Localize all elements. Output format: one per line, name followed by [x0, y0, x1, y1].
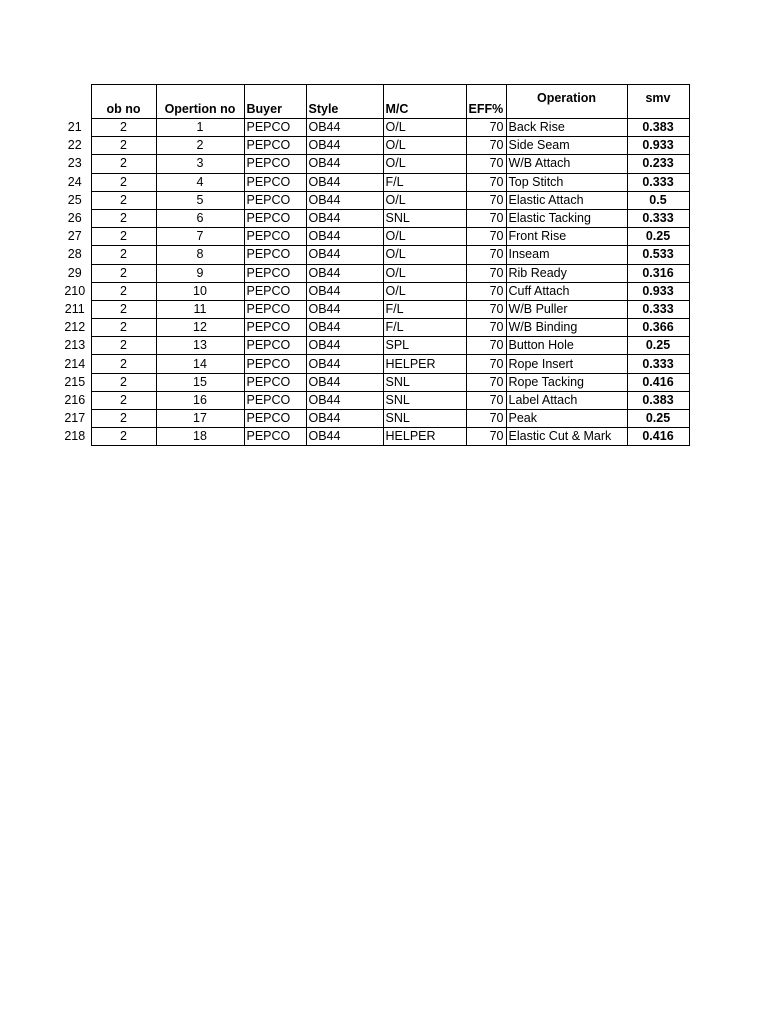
style-cell: OB44 — [306, 228, 383, 246]
operation-cell: Cuff Attach — [506, 282, 627, 300]
smv-cell: 0.416 — [627, 373, 689, 391]
operation-cell: Top Stitch — [506, 173, 627, 191]
eff-cell: 70 — [466, 137, 506, 155]
ob-no-cell: 2 — [91, 191, 156, 209]
smv-cell: 0.333 — [627, 209, 689, 227]
buyer-cell: PEPCO — [244, 319, 306, 337]
mc-cell: HELPER — [383, 428, 466, 446]
ob-no-cell: 2 — [91, 264, 156, 282]
buyer-cell: PEPCO — [244, 155, 306, 173]
table-row — [61, 300, 689, 318]
row-label: 215 — [64, 374, 86, 389]
table-row — [61, 410, 689, 428]
smv-header: smv — [627, 85, 689, 119]
style-cell: OB44 — [306, 209, 383, 227]
mc-cell: SNL — [383, 391, 466, 409]
operations-table — [61, 84, 690, 446]
operation-no-cell: 15 — [156, 373, 244, 391]
mc-cell: O/L — [383, 137, 466, 155]
smv-cell: 0.25 — [627, 337, 689, 355]
operation-no-cell: 16 — [156, 391, 244, 409]
table-row — [61, 428, 689, 446]
ob-no-cell: 2 — [91, 228, 156, 246]
table-row — [61, 264, 689, 282]
table-row — [61, 228, 689, 246]
ob-no-cell: 2 — [91, 137, 156, 155]
operation-no-cell: 8 — [156, 246, 244, 264]
eff-cell: 70 — [466, 191, 506, 209]
operation-no-header: Opertion no — [156, 85, 244, 119]
mc-cell: SNL — [383, 209, 466, 227]
row-label: 210 — [64, 283, 86, 298]
operation-cell: Elastic Tacking — [506, 209, 627, 227]
buyer-cell: PEPCO — [244, 300, 306, 318]
operation-no-cell: 9 — [156, 264, 244, 282]
style-cell: OB44 — [306, 428, 383, 446]
operation-no-cell: 14 — [156, 355, 244, 373]
buyer-cell: PEPCO — [244, 391, 306, 409]
eff-cell: 70 — [466, 428, 506, 446]
style-cell: OB44 — [306, 300, 383, 318]
operation-no-cell: 6 — [156, 209, 244, 227]
mc-cell: O/L — [383, 282, 466, 300]
table-row — [61, 319, 689, 337]
eff-cell: 70 — [466, 410, 506, 428]
smv-cell: 0.233 — [627, 155, 689, 173]
mc-cell: F/L — [383, 319, 466, 337]
row-label: 29 — [67, 265, 82, 280]
style-cell: OB44 — [306, 355, 383, 373]
ob-no-header: ob no — [91, 85, 156, 119]
style-cell: OB44 — [306, 337, 383, 355]
row-label: 214 — [64, 356, 86, 371]
style-cell: OB44 — [306, 282, 383, 300]
operation-cell: Elastic Cut & Mark — [506, 428, 627, 446]
buyer-cell: PEPCO — [244, 119, 306, 137]
table-row — [61, 173, 689, 191]
smv-cell: 0.5 — [627, 191, 689, 209]
style-cell: OB44 — [306, 391, 383, 409]
buyer-cell: PEPCO — [244, 191, 306, 209]
row-label: 216 — [64, 392, 86, 407]
buyer-cell: PEPCO — [244, 355, 306, 373]
table-row — [61, 391, 689, 409]
table-row — [61, 137, 689, 155]
operation-cell: Label Attach — [506, 391, 627, 409]
style-cell: OB44 — [306, 191, 383, 209]
style-cell: OB44 — [306, 155, 383, 173]
row-label: 211 — [64, 301, 85, 316]
table-row — [61, 209, 689, 227]
style-cell: OB44 — [306, 373, 383, 391]
smv-cell: 0.416 — [627, 428, 689, 446]
operation-no-cell: 5 — [156, 191, 244, 209]
smv-cell: 0.333 — [627, 355, 689, 373]
eff-cell: 70 — [466, 173, 506, 191]
buyer-header: Buyer — [244, 85, 306, 119]
eff-cell: 70 — [466, 300, 506, 318]
operation-header: Operation — [506, 85, 627, 119]
buyer-cell: PEPCO — [244, 137, 306, 155]
eff-header: EFF% — [466, 85, 506, 119]
mc-cell: HELPER — [383, 355, 466, 373]
row-label: 24 — [67, 174, 82, 189]
operation-no-cell: 12 — [156, 319, 244, 337]
header-row — [61, 85, 689, 119]
style-cell: OB44 — [306, 137, 383, 155]
operation-cell: Rib Ready — [506, 264, 627, 282]
mc-cell: F/L — [383, 173, 466, 191]
eff-cell: 70 — [466, 209, 506, 227]
smv-cell: 0.383 — [627, 391, 689, 409]
ob-no-cell: 2 — [91, 391, 156, 409]
operation-cell: W/B Binding — [506, 319, 627, 337]
operation-cell: Elastic Attach — [506, 191, 627, 209]
eff-cell: 70 — [466, 264, 506, 282]
row-label: 27 — [67, 229, 82, 244]
row-label: 21 — [67, 120, 82, 135]
ob-no-cell: 2 — [91, 173, 156, 191]
smv-cell: 0.383 — [627, 119, 689, 137]
style-cell: OB44 — [306, 264, 383, 282]
ob-no-cell: 2 — [91, 410, 156, 428]
table-row — [61, 119, 689, 137]
operation-cell: W/B Attach — [506, 155, 627, 173]
style-cell: OB44 — [306, 410, 383, 428]
mc-cell: O/L — [383, 246, 466, 264]
eff-cell: 70 — [466, 319, 506, 337]
table-row — [61, 282, 689, 300]
table-row — [61, 191, 689, 209]
buyer-cell: PEPCO — [244, 173, 306, 191]
mc-cell: SPL — [383, 337, 466, 355]
operation-cell: Front Rise — [506, 228, 627, 246]
row-label: 23 — [67, 156, 82, 171]
style-cell: OB44 — [306, 319, 383, 337]
ob-no-cell: 2 — [91, 319, 156, 337]
table-row — [61, 155, 689, 173]
row-label: 212 — [64, 320, 86, 335]
mc-header: M/C — [383, 85, 466, 119]
operation-no-cell: 3 — [156, 155, 244, 173]
style-cell: OB44 — [306, 173, 383, 191]
row-label: 26 — [67, 211, 82, 226]
operation-cell: Back Rise — [506, 119, 627, 137]
row-label: 213 — [64, 338, 86, 353]
style-cell: OB44 — [306, 119, 383, 137]
operation-cell: W/B Puller — [506, 300, 627, 318]
eff-cell: 70 — [466, 228, 506, 246]
buyer-cell: PEPCO — [244, 337, 306, 355]
row-label: 28 — [67, 247, 82, 262]
buyer-cell: PEPCO — [244, 428, 306, 446]
operation-no-cell: 7 — [156, 228, 244, 246]
row-label: 22 — [67, 138, 82, 153]
operation-no-cell: 4 — [156, 173, 244, 191]
mc-cell: O/L — [383, 191, 466, 209]
operation-cell: Rope Tacking — [506, 373, 627, 391]
eff-cell: 70 — [466, 337, 506, 355]
eff-cell: 70 — [466, 246, 506, 264]
operation-cell: Inseam — [506, 246, 627, 264]
operations-body — [61, 119, 689, 446]
row-label: 217 — [64, 411, 86, 426]
smv-cell: 0.933 — [627, 137, 689, 155]
operation-no-cell: 17 — [156, 410, 244, 428]
eff-cell: 70 — [466, 391, 506, 409]
smv-cell: 0.333 — [627, 173, 689, 191]
operation-cell: Rope Insert — [506, 355, 627, 373]
operation-no-cell: 13 — [156, 337, 244, 355]
ob-no-cell: 2 — [91, 155, 156, 173]
row-label-header — [61, 85, 91, 119]
row-label: 25 — [67, 192, 82, 207]
ob-no-cell: 2 — [91, 428, 156, 446]
operation-no-cell: 1 — [156, 119, 244, 137]
operation-cell: Button Hole — [506, 337, 627, 355]
style-header: Style — [306, 85, 383, 119]
mc-cell: O/L — [383, 264, 466, 282]
eff-cell: 70 — [466, 355, 506, 373]
mc-cell: SNL — [383, 410, 466, 428]
mc-cell: O/L — [383, 119, 466, 137]
smv-cell: 0.25 — [627, 410, 689, 428]
operation-no-cell: 10 — [156, 282, 244, 300]
mc-cell: O/L — [383, 228, 466, 246]
ob-no-cell: 2 — [91, 337, 156, 355]
operation-cell: Side Seam — [506, 137, 627, 155]
smv-cell: 0.366 — [627, 319, 689, 337]
mc-cell: O/L — [383, 155, 466, 173]
smv-cell: 0.533 — [627, 246, 689, 264]
smv-cell: 0.25 — [627, 228, 689, 246]
eff-cell: 70 — [466, 282, 506, 300]
smv-cell: 0.333 — [627, 300, 689, 318]
table-row — [61, 337, 689, 355]
eff-cell: 70 — [466, 373, 506, 391]
buyer-cell: PEPCO — [244, 246, 306, 264]
ob-no-cell: 2 — [91, 373, 156, 391]
table-row — [61, 373, 689, 391]
mc-cell: SNL — [383, 373, 466, 391]
table-row — [61, 246, 689, 264]
ob-no-cell: 2 — [91, 209, 156, 227]
buyer-cell: PEPCO — [244, 209, 306, 227]
mc-cell: F/L — [383, 300, 466, 318]
style-cell: OB44 — [306, 246, 383, 264]
table-row — [61, 355, 689, 373]
smv-cell: 0.933 — [627, 282, 689, 300]
eff-cell: 70 — [466, 119, 506, 137]
smv-cell: 0.316 — [627, 264, 689, 282]
buyer-cell: PEPCO — [244, 264, 306, 282]
buyer-cell: PEPCO — [244, 373, 306, 391]
operation-cell: Peak — [506, 410, 627, 428]
buyer-cell: PEPCO — [244, 228, 306, 246]
buyer-cell: PEPCO — [244, 410, 306, 428]
ob-no-cell: 2 — [91, 355, 156, 373]
operation-no-cell: 2 — [156, 137, 244, 155]
eff-cell: 70 — [466, 155, 506, 173]
operation-no-cell: 11 — [156, 300, 244, 318]
row-label: 218 — [64, 429, 86, 444]
ob-no-cell: 2 — [91, 282, 156, 300]
buyer-cell: PEPCO — [244, 282, 306, 300]
ob-no-cell: 2 — [91, 300, 156, 318]
ob-no-cell: 2 — [91, 119, 156, 137]
operation-no-cell: 18 — [156, 428, 244, 446]
ob-no-cell: 2 — [91, 246, 156, 264]
